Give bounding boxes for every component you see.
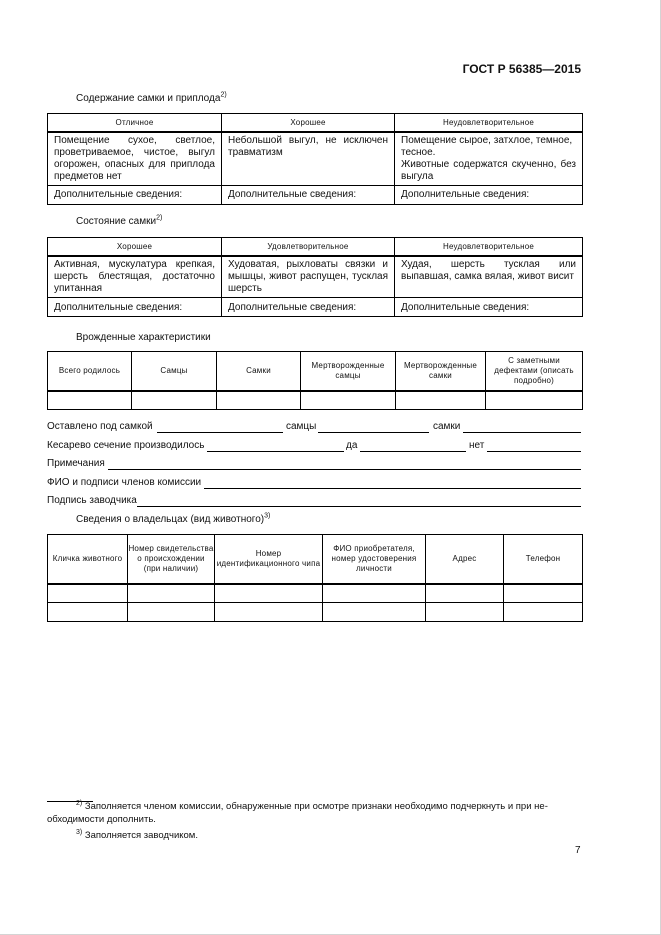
table-cell: Помещение сухое, светлое, проветриваемое, чистое, выгул огорожен, опасных для приплода предметов нет bbox=[48, 132, 222, 186]
column-header: Хорошее bbox=[48, 238, 222, 256]
entry-cell[interactable] bbox=[128, 603, 215, 622]
entry-cell[interactable] bbox=[504, 584, 583, 603]
extra-info-cell: Дополнительные сведения: bbox=[48, 185, 222, 204]
notes-label: Примечания bbox=[47, 458, 105, 469]
maintenance-table bbox=[47, 113, 583, 205]
birth-characteristics-table bbox=[47, 351, 583, 410]
footnote-ref: 2) bbox=[156, 214, 163, 222]
footnote-continuation: обходимости дополнить. bbox=[47, 814, 156, 825]
column-header: С заметными дефектами (описать подробно) bbox=[486, 352, 583, 391]
left-under-female-label: Оставлено под самкой bbox=[47, 421, 153, 432]
entry-cell[interactable] bbox=[48, 391, 132, 410]
males-label: самцы bbox=[286, 421, 317, 432]
column-header: Адрес bbox=[426, 535, 504, 584]
cesarean-field[interactable] bbox=[207, 451, 344, 452]
column-header: Неудовлетворительное bbox=[395, 238, 583, 256]
owners-table bbox=[47, 534, 583, 622]
notes-field[interactable] bbox=[108, 469, 581, 470]
section-title-text: Состояние самки bbox=[76, 216, 157, 227]
entry-cell[interactable] bbox=[486, 391, 583, 410]
extra-info-cell: Дополнительные сведения: bbox=[222, 185, 395, 204]
left-under-female-field[interactable] bbox=[157, 432, 283, 433]
males-field[interactable] bbox=[318, 432, 429, 433]
yes-field[interactable] bbox=[360, 451, 466, 452]
yes-label: да bbox=[346, 440, 358, 451]
table-row bbox=[48, 584, 583, 603]
entry-cell[interactable] bbox=[132, 391, 217, 410]
entry-cell[interactable] bbox=[217, 391, 301, 410]
footnote-text: Заполняется заводчиком. bbox=[84, 830, 198, 841]
entry-cell[interactable] bbox=[128, 584, 215, 603]
footnote-mark: 2) bbox=[76, 799, 83, 807]
commission-label: ФИО и подписи членов комиссии bbox=[47, 477, 202, 488]
entry-cell[interactable] bbox=[48, 584, 128, 603]
breeder-signature-field[interactable] bbox=[137, 506, 581, 507]
extra-info-cell: Дополнительные сведения: bbox=[48, 298, 222, 317]
footnote-text: Заполняется членом комиссии, обнаруженные при осмотре признаки необходимо подчеркнуть и при не- bbox=[84, 801, 548, 812]
footnote bbox=[76, 829, 198, 842]
cell-line: Животные содержатся скученно, без выгула bbox=[401, 158, 576, 182]
table-row bbox=[48, 603, 583, 622]
extra-info-cell: Дополнительные сведения: bbox=[395, 298, 583, 317]
extra-info-cell: Дополнительные сведения: bbox=[395, 185, 583, 204]
column-header: Кличка животного bbox=[48, 535, 128, 584]
entry-cell[interactable] bbox=[504, 603, 583, 622]
column-header: ФИО приобретателя, номер удостоверения личности bbox=[323, 535, 426, 584]
entry-cell[interactable] bbox=[426, 584, 504, 603]
entry-cell[interactable] bbox=[215, 584, 323, 603]
entry-cell[interactable] bbox=[215, 603, 323, 622]
column-header: Удовлетворительное bbox=[222, 238, 395, 256]
column-header: Мертворожденные самцы bbox=[301, 352, 396, 391]
section-title bbox=[76, 216, 162, 227]
females-field[interactable] bbox=[463, 432, 581, 433]
table-cell: Небольшой выгул, не исключен травматизм bbox=[222, 132, 395, 186]
no-field[interactable] bbox=[487, 451, 581, 452]
entry-cell[interactable] bbox=[301, 391, 396, 410]
entry-cell[interactable] bbox=[323, 584, 426, 603]
page-number: 7 bbox=[575, 845, 581, 856]
column-header: Отличное bbox=[48, 114, 222, 132]
entry-cell[interactable] bbox=[48, 603, 128, 622]
section-title bbox=[76, 93, 227, 104]
cesarean-label: Кесарево сечение производилось bbox=[47, 440, 205, 451]
footnote bbox=[76, 800, 581, 813]
entry-cell[interactable] bbox=[323, 603, 426, 622]
table-cell: Активная, мускулатура крепкая, шерсть блестящая, достаточно упитанная bbox=[48, 256, 222, 298]
footnote-ref: 2) bbox=[220, 91, 227, 99]
column-header: Неудовлетворительное bbox=[395, 114, 583, 132]
entry-cell[interactable] bbox=[426, 603, 504, 622]
extra-info-cell: Дополнительные сведения: bbox=[222, 298, 395, 317]
commission-field[interactable] bbox=[204, 488, 581, 489]
standard-number: ГОСТ Р 56385—2015 bbox=[462, 62, 581, 76]
table-row bbox=[48, 391, 583, 410]
column-header: Самки bbox=[217, 352, 301, 391]
cell-line: Помещение сырое, затхлое, темное, тесное. bbox=[401, 134, 573, 158]
table-cell bbox=[395, 132, 583, 186]
females-label: самки bbox=[433, 421, 461, 432]
footnote-ref: 3) bbox=[264, 512, 271, 520]
entry-cell[interactable] bbox=[396, 391, 486, 410]
breeder-signature-label: Подпись заводчика bbox=[47, 495, 137, 506]
table-cell: Худоватая, рыхловаты связки и мышцы, живот распущен, тусклая шерсть bbox=[222, 256, 395, 298]
column-header: Номер идентификационного чипа bbox=[215, 535, 323, 584]
footnote-mark: 3) bbox=[76, 828, 83, 836]
column-header: Номер свидетельства о происхождении (при наличии) bbox=[128, 535, 215, 584]
column-header: Мертворожденные самки bbox=[396, 352, 486, 391]
table-cell: Худая, шерсть тусклая или выпавшая, самка вялая, живот висит bbox=[395, 256, 583, 298]
section-title-text: Содержание самки и приплода bbox=[76, 93, 221, 104]
section-title: Врожденные характеристики bbox=[76, 332, 211, 343]
column-header: Самцы bbox=[132, 352, 217, 391]
section-title bbox=[76, 514, 270, 525]
column-header: Телефон bbox=[504, 535, 583, 584]
section-title-text: Сведения о владельцах (вид животного) bbox=[76, 514, 265, 525]
column-header: Всего родилось bbox=[48, 352, 132, 391]
condition-table bbox=[47, 237, 583, 317]
column-header: Хорошее bbox=[222, 114, 395, 132]
no-label: нет bbox=[469, 440, 485, 451]
